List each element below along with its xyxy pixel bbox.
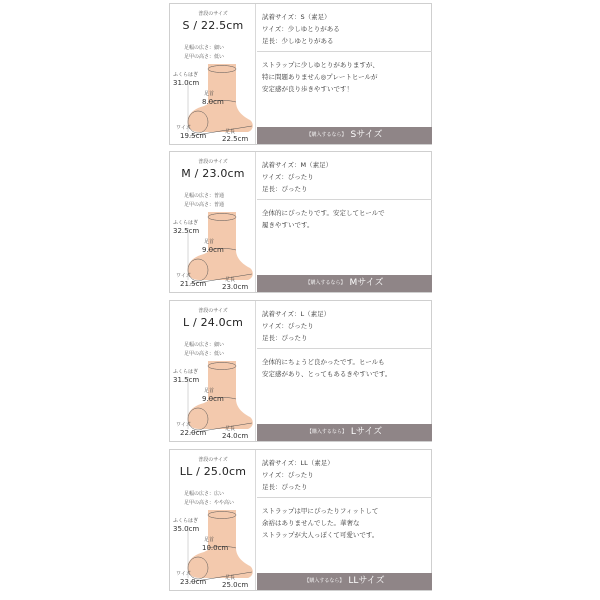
foot-width-text: 足幅の広さ：細い xyxy=(184,45,225,51)
wise-fit: ワイズ：ぴったり xyxy=(262,173,314,181)
buy-size-bar xyxy=(257,424,432,441)
ankle-label: 足首 xyxy=(204,91,215,97)
length-fit: 足長：少しゆとりがある xyxy=(262,37,334,45)
trial-size: 試着サイズ：S（素足） xyxy=(262,13,331,21)
calf-value: 35.0cm xyxy=(173,525,200,533)
buy-size-label: Mサイズ xyxy=(349,278,384,288)
buy-size-bar xyxy=(257,127,432,144)
usual-size-value: M / 23.0cm xyxy=(181,167,245,180)
comment-line: 余裕はありませんでした。華奢な xyxy=(262,519,360,527)
length-value: 25.0cm xyxy=(222,581,249,588)
fitting-review xyxy=(257,450,432,590)
calf-label: ふくらはぎ xyxy=(173,369,199,375)
buy-size-label: Sサイズ xyxy=(350,130,383,140)
comment-line: 全体的にちょうど良かったです。ヒールも xyxy=(262,358,385,366)
fitting-review xyxy=(257,4,432,144)
fitting-info xyxy=(262,11,430,47)
ankle-label: 足首 xyxy=(204,388,215,394)
ankle-label: 足首 xyxy=(204,537,215,543)
ankle-value: 9.0cm xyxy=(202,246,224,254)
length-label: 足長 xyxy=(225,575,236,581)
instep-height-text: 足甲の高さ：普通 xyxy=(184,202,225,208)
instep-height-text: 足甲の高さ：やや高い xyxy=(184,500,235,506)
buy-prefix: 【購入するなら】 xyxy=(305,280,346,286)
comment-line: 特に問題ありません◎プレートヒールが xyxy=(262,73,378,81)
review-comment xyxy=(262,207,432,231)
trial-size: 試着サイズ：LL（素足） xyxy=(262,459,334,467)
calf-value: 31.5cm xyxy=(173,376,200,384)
comment-line: ストラップが大人っぽくて可愛いです。 xyxy=(262,531,379,539)
length-value: 23.0cm xyxy=(222,283,249,290)
usual-size-value: LL / 25.0cm xyxy=(179,465,247,478)
length-label: 足長 xyxy=(225,277,236,283)
usual-size-title: 普段のサイズ xyxy=(198,11,228,17)
wise-label: ワイズ xyxy=(176,125,191,131)
comment-line: 全体的にぴったりです。安定してヒールで xyxy=(262,209,385,217)
divider xyxy=(257,51,432,52)
size-profile xyxy=(170,450,256,590)
fitting-info xyxy=(262,457,430,493)
divider xyxy=(257,199,432,200)
length-fit: 足長：ぴったり xyxy=(262,483,308,491)
size-card xyxy=(169,151,432,293)
usual-size-title: 普段のサイズ xyxy=(198,457,228,463)
wise-value: 23.0cm xyxy=(180,578,207,586)
calf-label: ふくらはぎ xyxy=(173,518,199,524)
fitting-review xyxy=(257,301,432,441)
length-label: 足長 xyxy=(225,129,236,135)
foot-diagram xyxy=(170,359,256,439)
calf-value: 31.0cm xyxy=(173,79,200,87)
buy-size-bar xyxy=(257,573,432,590)
length-value: 22.5cm xyxy=(222,135,249,142)
wise-fit: ワイズ：少しゆとりがある xyxy=(262,25,340,33)
buy-prefix: 【購入するなら】 xyxy=(306,132,347,138)
wise-value: 19.5cm xyxy=(180,132,207,140)
usual-size-value: S / 22.5cm xyxy=(182,19,244,32)
foot-diagram xyxy=(170,210,256,290)
size-card xyxy=(169,449,432,591)
comment-line: ストラップは甲にぴったりフィットして xyxy=(262,507,379,515)
review-comment xyxy=(262,59,432,95)
foot-width-text: 足幅の広さ：細い xyxy=(184,342,225,348)
wise-value: 22.0cm xyxy=(180,429,207,437)
comment-line: 履きやすいです。 xyxy=(262,221,314,229)
foot-width-text: 足幅の広さ：広い xyxy=(184,491,225,497)
length-label: 足長 xyxy=(225,426,236,432)
comment-line: ストラップに少しゆとりがありますが、 xyxy=(262,61,379,69)
size-profile xyxy=(170,4,256,144)
wise-fit: ワイズ：ぴったり xyxy=(262,471,314,479)
buy-size-label: Lサイズ xyxy=(350,427,383,437)
wise-label: ワイズ xyxy=(176,571,191,577)
instep-height-text: 足甲の高さ：低い xyxy=(184,54,225,60)
ankle-label: 足首 xyxy=(204,239,215,245)
size-profile xyxy=(170,301,256,441)
usual-size-value: L / 24.0cm xyxy=(182,316,244,329)
ankle-value: 10.0cm xyxy=(202,544,229,552)
usual-size-title: 普段のサイズ xyxy=(198,308,228,314)
instep-height-text: 足甲の高さ：低い xyxy=(184,351,225,357)
review-comment xyxy=(262,505,432,541)
foot-diagram xyxy=(170,62,256,142)
calf-label: ふくらはぎ xyxy=(173,72,199,78)
calf-label: ふくらはぎ xyxy=(173,220,199,226)
buy-prefix: 【購入するなら】 xyxy=(304,578,345,584)
divider xyxy=(257,348,432,349)
wise-label: ワイズ xyxy=(176,273,191,279)
length-fit: 足長：ぴったり xyxy=(262,334,308,342)
fitting-review xyxy=(257,152,432,292)
comment-line: 安定感があり、とってもあるきやすいです。 xyxy=(262,370,392,378)
wise-value: 21.5cm xyxy=(180,280,207,288)
buy-size-label: LLサイズ xyxy=(348,576,385,586)
calf-value: 32.5cm xyxy=(173,227,200,235)
foot-diagram xyxy=(170,508,256,588)
length-value: 24.0cm xyxy=(222,432,249,439)
divider xyxy=(257,497,432,498)
buy-size-bar xyxy=(257,275,432,292)
fitting-info xyxy=(262,308,430,344)
foot-width-text: 足幅の広さ：普通 xyxy=(184,193,225,199)
length-fit: 足長：ぴったり xyxy=(262,185,308,193)
usual-size-title: 普段のサイズ xyxy=(198,159,228,165)
size-card xyxy=(169,300,432,442)
trial-size: 試着サイズ：L（素足） xyxy=(262,310,331,318)
trial-size: 試着サイズ：M（素足） xyxy=(262,161,333,169)
ankle-value: 9.0cm xyxy=(202,395,224,403)
fitting-info xyxy=(262,159,430,195)
comment-line: 安定感が良り歩きやすいです！ xyxy=(262,85,353,93)
wise-fit: ワイズ：ぴったり xyxy=(262,322,314,330)
size-profile xyxy=(170,152,256,292)
review-comment xyxy=(262,356,432,380)
wise-label: ワイズ xyxy=(176,422,191,428)
buy-prefix: 【購入するなら】 xyxy=(306,429,347,435)
ankle-value: 8.0cm xyxy=(202,98,224,106)
size-card xyxy=(169,3,432,145)
